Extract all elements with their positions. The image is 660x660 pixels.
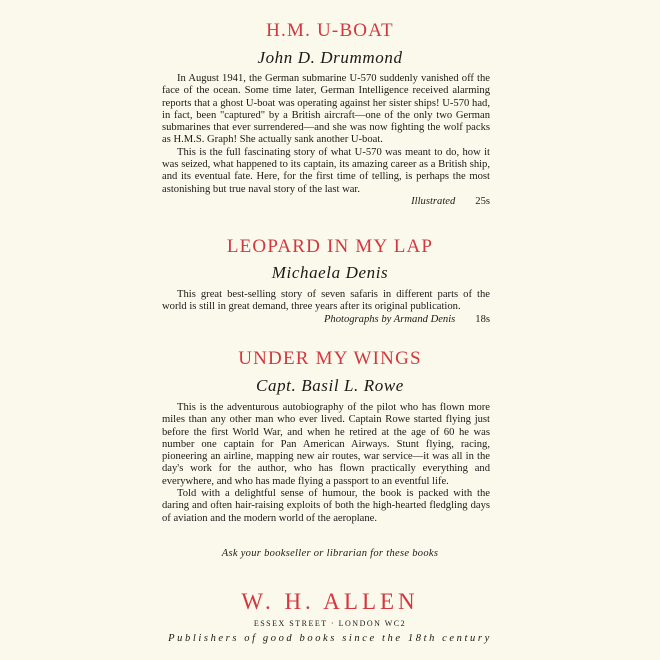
illustration-credit: Illustrated: [411, 195, 456, 207]
book-description: [162, 289, 490, 326]
book-author: Michaela Denis: [271, 263, 389, 282]
book-description: [162, 73, 490, 208]
price: 25s: [475, 195, 490, 207]
price: 18s: [475, 313, 490, 325]
credit-line: [309, 314, 490, 326]
description-paragraph: This is the full fascinating story of what U-570 was meant to do, how it was seized, what happened to its captain, its amazing career as a British ship, and its eventual fate. Here, for the first time of telling, is perhaps the most astonishing but true naval story of the last war.: [162, 146, 490, 195]
publisher-tagline: Publishers of good books since the 18th century: [168, 633, 492, 644]
description-paragraph: In August 1941, the German submarine U-570 suddenly vanished off the face of the ocean. Some time later, German Intelligence received alarming reports that a ghost U-boat was operating against her sister ships! U-570 had, in fact, been "captured" by a British aircraft—one of the only two German submarines that ever surrendered—and she was now fighting the wolf packs as H.M.S. Graph! She actually sank another U-boat.: [162, 73, 490, 146]
description-paragraph: This great best-selling story of seven safaris in different parts of the world is still in great demand, three years after its original publication. Photographs by Armand Denis 18s: [162, 289, 490, 325]
book-title: UNDER MY WINGS: [238, 348, 422, 369]
book-author: John D. Drummond: [257, 48, 403, 67]
photo-credit: Photographs by Armand Denis: [323, 313, 456, 325]
description-paragraph: Told with a delightful sense of humour, the book is packed with the daring and often hair-raising exploits of both the high-hearted fledgling days of aviation and the modern world of the aeroplane.: [162, 488, 490, 524]
book-title: LEOPARD IN MY LAP: [226, 236, 434, 257]
publisher-address: ESSEX STREET · LONDON WC2: [253, 619, 407, 628]
bookseller-note: Ask your bookseller or librarian for these books: [221, 548, 439, 559]
book-author: Capt. Basil L. Rowe: [256, 376, 404, 395]
book-description: [162, 402, 490, 525]
description-paragraph: This is the adventurous autobiography of the pilot who has flown more miles than any other man who ever lived. Captain Rowe started flying just before the first World War, and when he retired at the age of 60 he was number one captain for Pan American Airways. Stunt flying, racing, pioneering an airline, mapping new air routes, war service—it was all in the day's work for the author, who has flown practically everything and everywhere, and who has made flying a passport to an eventful life.: [162, 402, 490, 487]
credit-line: [162, 196, 490, 208]
book-title: H.M. U-BOAT: [266, 20, 394, 41]
publisher-name: W. H. ALLEN: [241, 589, 419, 614]
